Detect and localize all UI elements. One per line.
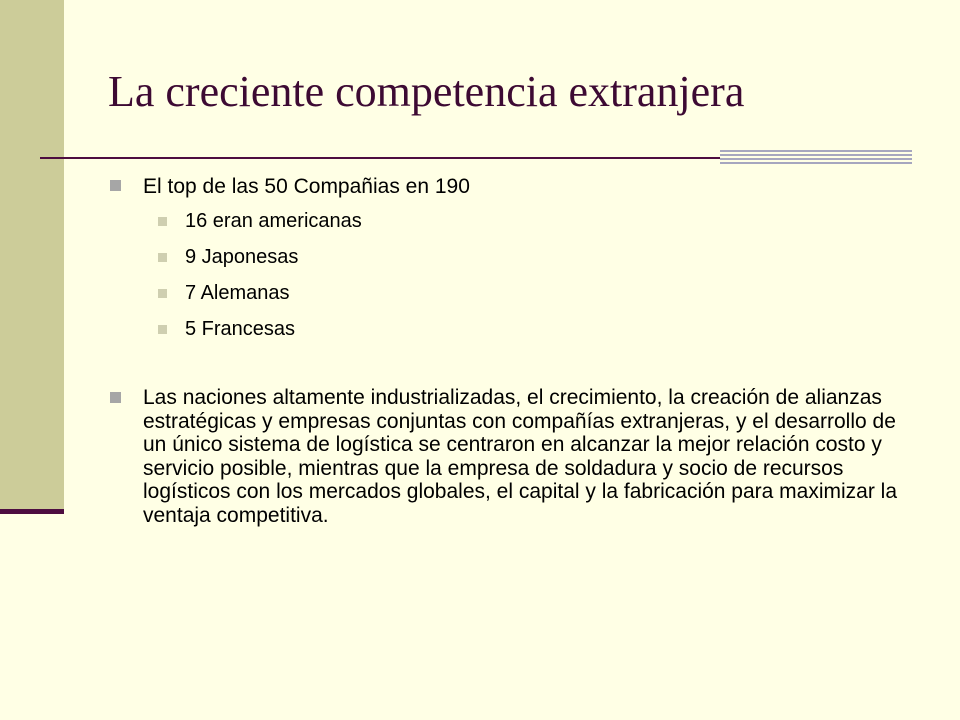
sub-bullet-text-americanas: 16 eran americanas	[185, 210, 362, 232]
bullet-square-icon	[110, 392, 121, 403]
sub-bullet-text-japonesas: 9 Japonesas	[185, 246, 299, 268]
sub-bullet-square-icon	[158, 217, 167, 226]
sub-bullet-text-alemanas: 7 Alemanas	[185, 282, 290, 304]
sub-bullet-text-francesas: 5 Francesas	[185, 318, 296, 340]
slide-title: La creciente competencia extranjera	[108, 67, 745, 116]
sub-bullet-square-icon	[158, 289, 167, 298]
sub-bullet-square-icon	[158, 253, 167, 262]
bullet-text-top-companies: El top de las 50 Compañias en 190	[143, 175, 470, 198]
sub-bullet-square-icon	[158, 325, 167, 334]
bullet-square-icon	[110, 180, 121, 191]
bullet-paragraph-industrialized-nations: Las naciones altamente industrializadas, el crecimiento, la creación de alianzas estratégicas y empresas conjuntas con compañías extranjeras, y el desarrollo de un único sistema de logística se centraron en alcanzar la mejor relación costo y servicio posible, mientras que la empresa de soldadura y socio de recursos logísticos con los mercados globales, el capital y la fabricación para maximizar la ventaja competitiva.	[143, 386, 898, 527]
